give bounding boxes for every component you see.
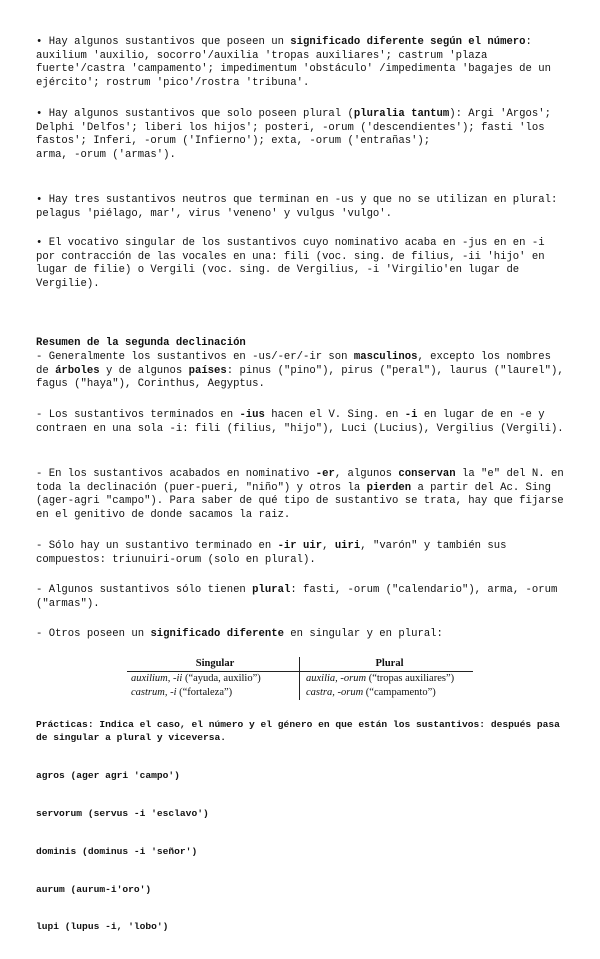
text: la "e" del N. en toda la declinación (puer-pueri, "niño") y otros la xyxy=(36,468,571,494)
bold-term: uiri xyxy=(334,540,361,552)
text: • Hay algunos sustantivos que solo poseen plural ( xyxy=(36,108,354,120)
gloss: (“ayuda, auxilio”) xyxy=(182,673,261,684)
text: , algunos xyxy=(334,468,399,480)
text: : fasti, -orum ("calendario"), arma, -orum ("armas"). xyxy=(36,584,564,610)
latin-form: castra, -orum xyxy=(306,687,364,698)
text: - Otros poseen un xyxy=(36,628,151,640)
text: - Sólo hay un sustantivo terminado en xyxy=(36,540,278,552)
text: - En los sustantivos acabados en nominativo xyxy=(36,468,316,480)
bold-term: árboles xyxy=(55,364,100,377)
text: ): Argi 'Argos'; Delphi 'Delfos'; liberi los hijos'; posteri, -orum ('descendientes'); fasti 'los fastos'; Inferi, -orum ('Infierno'); exta, -orum ('entrañas'); arma, -orum ('armas'). xyxy=(36,108,551,161)
bullet-pluralia-tantum xyxy=(36,108,564,162)
text: : auxilium 'auxilio, socorro'/auxilia 'tropas auxiliares'; castrum 'plaza fuerte'/castra 'campamento'; impedimentum 'obstáculo' /impedimenta 'bagajes de un ejército'; rostrum 'pico'/rostra 'tribuna'. xyxy=(36,36,558,89)
bold-term: significado diferente xyxy=(150,628,284,640)
list-item: lupi (lupus -i, 'lobo') xyxy=(36,921,169,933)
bold-term: pluralia tantum xyxy=(353,108,450,120)
table-header xyxy=(127,657,473,672)
text: en singular y en plural: xyxy=(283,628,443,640)
summary-point-masculinos xyxy=(36,351,571,392)
bold-term: conservan xyxy=(398,468,456,480)
text: a partir del Ac. Sing (ager-agri "campo"). Para saber de qué tipo de sustantivo se trata, hay que fijarse en el genitivo de donde sacamos la raiz. xyxy=(36,481,571,521)
singular-cell xyxy=(127,672,300,686)
bold-term: -ius xyxy=(239,409,265,421)
text: en lugar de en -e y contraen en una sola -i: fili (filius, "hijo"), Luci (Lucius), Vergilius (Vergili). xyxy=(36,409,564,435)
gloss: (“campamento”) xyxy=(363,687,436,698)
bullet-neutros-us xyxy=(36,194,564,221)
latin-form: auxilium, -ii xyxy=(131,673,183,684)
text: • El vocativo singular de los sustantivos cuyo nominativo acaba en -jus en en -i por contracción de las vocales en una: fili (voc. sing. de filius, -ii 'hijo' en lugar de filie) o Vergili (voc. sing. de Vergilius, -i 'Virgilio'en lugar de Vergilie). xyxy=(36,237,551,290)
bold-term: masculinos xyxy=(353,351,418,363)
summary-point-ius xyxy=(36,409,564,436)
bold-term: significado diferente según el número xyxy=(290,36,526,48)
table-row xyxy=(127,686,473,700)
summary-point-ir xyxy=(36,540,564,567)
practice-instructions: Prácticas: Indica el caso, el número y el género en que están los sustantivos: después pasa de singular a plural y viceversa. xyxy=(36,719,566,743)
summary-point-plural xyxy=(36,584,564,611)
singular-cell xyxy=(127,686,300,700)
bullet-vocativo xyxy=(36,237,564,291)
bold-term: -ir uir xyxy=(277,540,323,552)
summary-point-er xyxy=(36,468,571,522)
list-item: agros (ager agri 'campo') xyxy=(36,770,180,782)
summary-point-significado xyxy=(36,628,564,642)
practice-list xyxy=(36,745,564,959)
bold-term: países xyxy=(188,364,227,377)
text: hacen el V. Sing. en xyxy=(264,409,405,421)
text: - Los sustantivos terminados en xyxy=(36,409,240,421)
text: • Hay algunos sustantivos que poseen un xyxy=(36,36,291,48)
text: - Algunos sustantivos sólo tienen xyxy=(36,584,253,596)
gloss: (“tropas auxiliares”) xyxy=(366,673,455,684)
text: • Hay tres sustantivos neutros que terminan en -us y que no se utilizan en plural: pelagus 'piélago, mar', virus 'veneno' y vulgus 'vulgo'. xyxy=(36,194,564,220)
text: : pinus ("pino"), pirus ("peral"), laurus ("laurel"), fagus ("haya"), Corinthus, Aegyptus. xyxy=(36,364,571,390)
text: , "varón" y también sus compuestos: triunuiri-orum (solo en plural). xyxy=(36,540,513,566)
bold-term: -er xyxy=(315,468,335,480)
text: , xyxy=(322,540,335,552)
bold-term: plural xyxy=(252,584,291,596)
list-item: servorum (servus -i 'esclavo') xyxy=(36,807,209,819)
table-row xyxy=(127,672,473,686)
text: , excepto los nombres de xyxy=(36,351,558,377)
summary-title: Resumen de la segunda declinación xyxy=(36,337,246,349)
list-item: dominis (dominus -i 'señor') xyxy=(36,845,198,857)
text: - Generalmente los sustantivos en -us/-er/-ir son xyxy=(36,351,354,363)
gloss: (“fortaleza”) xyxy=(176,687,233,698)
singular-plural-table xyxy=(127,657,473,700)
plural-cell xyxy=(300,672,473,686)
header-plural: Plural xyxy=(375,658,404,669)
bullet-significado-numero xyxy=(36,36,564,90)
list-item: aurum (aurum-i'oro') xyxy=(36,883,152,895)
plural-cell xyxy=(300,686,473,700)
header-singular: Singular xyxy=(127,657,300,671)
bold-term: pierden xyxy=(366,481,412,494)
text: y de algunos xyxy=(99,364,189,377)
bold-term: -i xyxy=(404,409,418,421)
latin-form: castrum, -i xyxy=(131,687,177,698)
latin-form: auxilia, -orum xyxy=(306,673,367,684)
